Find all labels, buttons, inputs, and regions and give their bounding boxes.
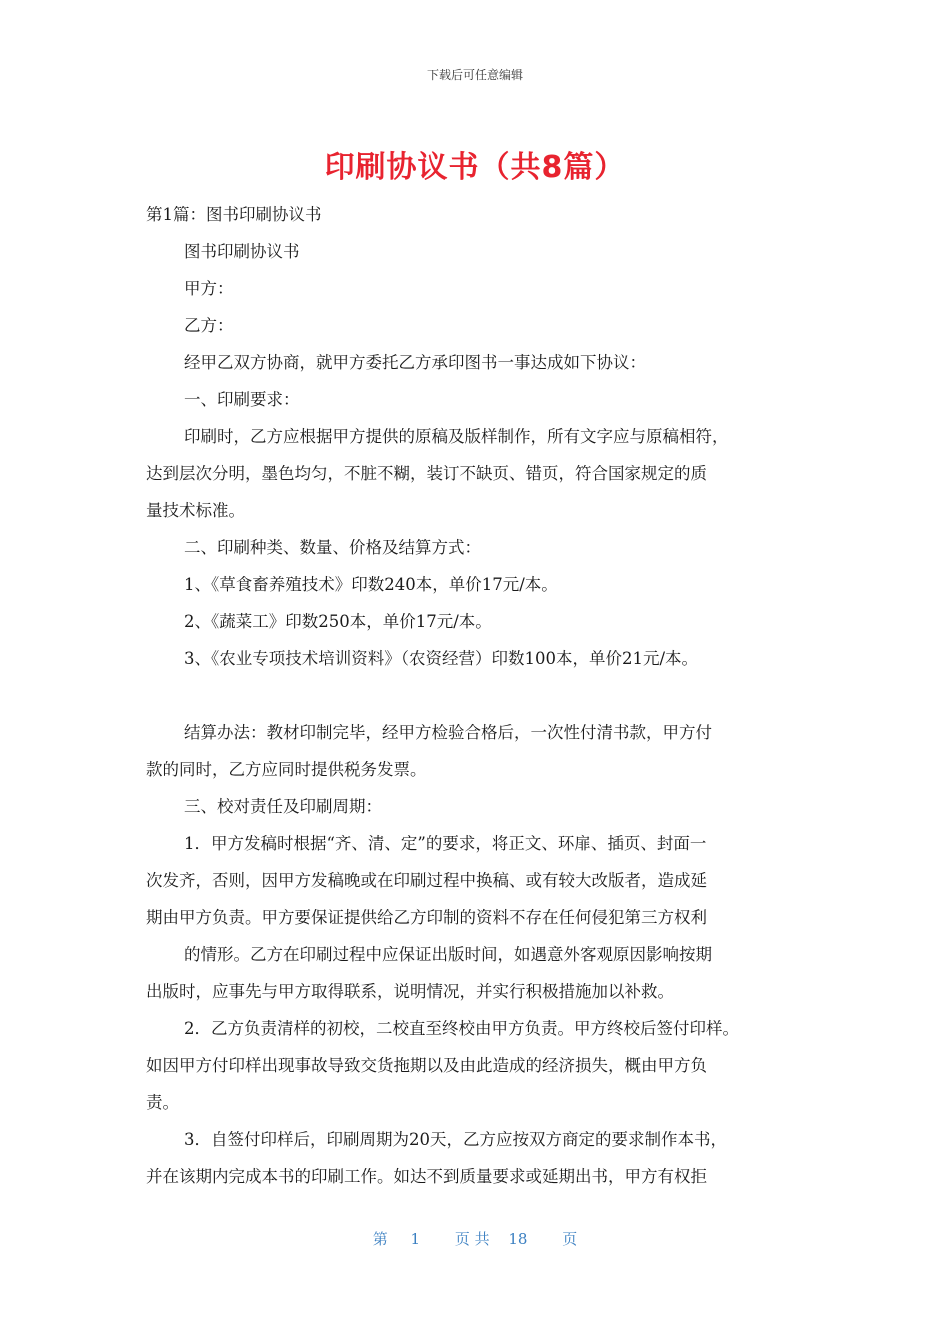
text-line: 1、《草食畜养殖技术》印数240本，单价17元/本。 (184, 575, 558, 594)
text-line: 期由甲方负责。甲方要保证提供给乙方印制的资料不存在任何侵犯第三方权利 (146, 908, 707, 927)
text-line: 乙方： (184, 316, 234, 335)
text-line: 二、印刷种类、数量、价格及结算方式： (184, 538, 481, 557)
text-line: 量技术标准。 (146, 501, 245, 520)
text-line: 甲方： (184, 279, 234, 298)
text-line: 结算办法：教材印制完毕，经甲方检验合格后，一次性付清书款，甲方付 (184, 723, 712, 742)
text-line: 次发齐，否则，因甲方发稿晚或在印刷过程中换稿、或有较大改版者，造成延 (146, 871, 707, 890)
text-line: 三、校对责任及印刷周期： (184, 797, 382, 816)
text-line: 的情形。乙方在印刷过程中应保证出版时间，如遇意外客观原因影响按期 (184, 945, 712, 964)
blank-line (146, 677, 810, 714)
text-line: 出版时，应事先与甲方取得联系，说明情况，并实行积极措施加以补救。 (146, 982, 674, 1001)
text-line: 2、《蔬菜工》印数250本，单价17元/本。 (184, 612, 492, 631)
page-footer (0, 1228, 950, 1249)
footer-total-pages: 18 (508, 1230, 528, 1248)
text-line: 图书印刷协议书 (184, 242, 300, 261)
footer-prefix: 第 (372, 1230, 388, 1248)
header-note: 下载后可任意编辑 (426, 68, 523, 82)
text-line: 如因甲方付印样出现事故导致交货拖期以及由此造成的经济损失，概由甲方负 (146, 1056, 707, 1075)
text-line: 并在该期内完成本书的印刷工作。如达不到质量要求或延期出书，甲方有权拒 (146, 1167, 707, 1186)
footer-suffix: 页 (562, 1230, 578, 1248)
footer-page-number: 1 (410, 1230, 421, 1248)
text-line: 3．自签付印样后，印刷周期为20天，乙方应按双方商定的要求制作本书， (184, 1130, 727, 1149)
text-line: 第1篇：图书印刷协议书 (146, 205, 322, 224)
footer-mid: 页 共 (454, 1230, 490, 1248)
document-body (146, 196, 810, 1195)
text-line: 一、印刷要求： (184, 390, 300, 409)
document-title: 印刷协议书（共8篇） (324, 150, 626, 185)
text-line: 达到层次分明，墨色均匀，不脏不糊，装订不缺页、错页，符合国家规定的质 (146, 464, 707, 483)
text-line: 3、《农业专项技术培训资料》（农资经营）印数100本，单价21元/本。 (184, 649, 699, 668)
text-line: 经甲乙双方协商，就甲方委托乙方承印图书一事达成如下协议： (184, 353, 646, 372)
text-line: 责。 (146, 1093, 179, 1112)
text-line: 1．甲方发稿时根据“齐、清、定”的要求，将正文、环扉、插页、封面一 (184, 834, 707, 853)
text-line: 款的同时，乙方应同时提供税务发票。 (146, 760, 427, 779)
text-line: 印刷时，乙方应根据甲方提供的原稿及版样制作，所有文字应与原稿相符， (184, 427, 729, 446)
text-line: 2．乙方负责清样的初校，二校直至终校由甲方负责。甲方终校后签付印样。 (184, 1019, 739, 1038)
